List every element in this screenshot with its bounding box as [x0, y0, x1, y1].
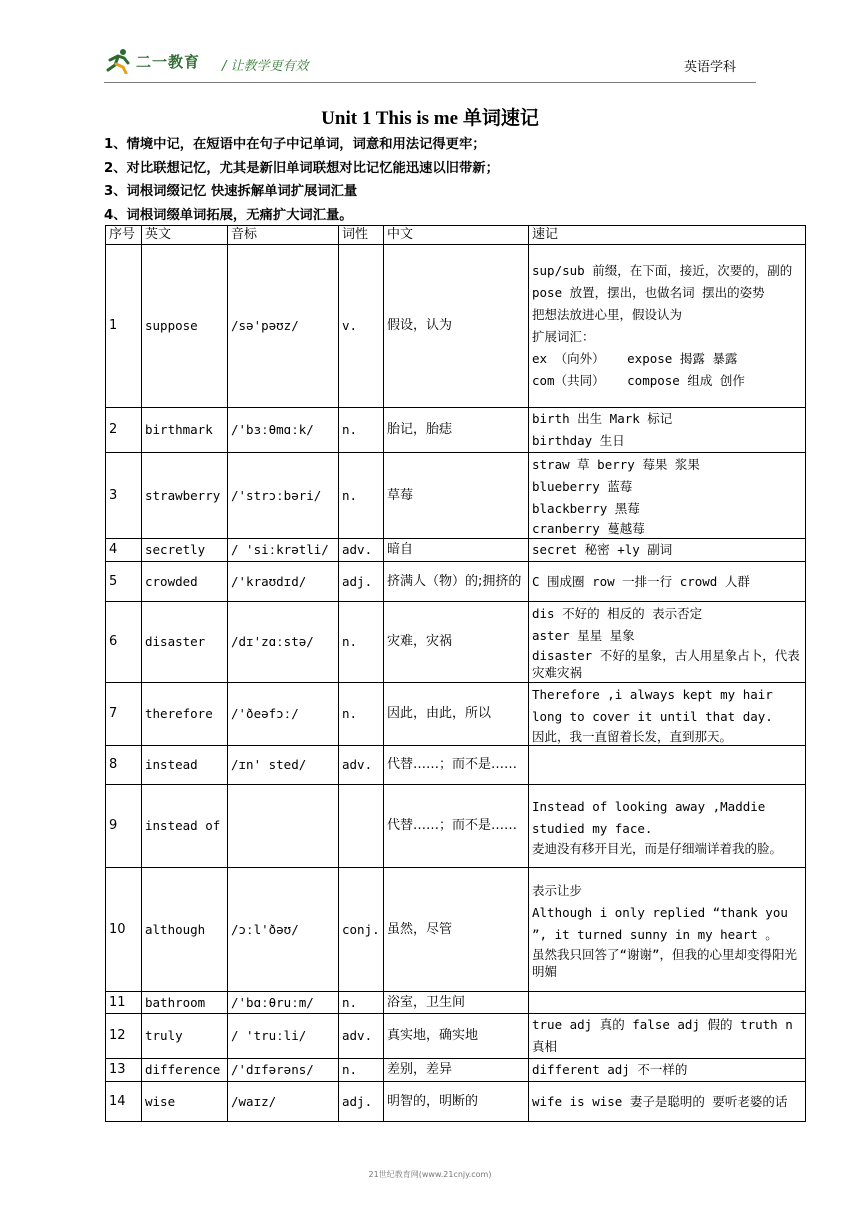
header-divider: [104, 82, 756, 83]
table-row: [106, 602, 806, 683]
row-word: although: [142, 868, 228, 992]
row-chinese: 代替……；而不是……: [384, 785, 529, 868]
page-header: [104, 48, 756, 82]
note-line: blackberry 黑莓: [532, 501, 640, 516]
row-notes: [529, 683, 806, 746]
row-chinese: 因此，由此，所以: [384, 683, 529, 746]
row-word: suppose: [142, 245, 228, 408]
row-ipa: /dɪ'zɑːstə/: [228, 602, 339, 683]
row-word: instead of: [142, 785, 228, 868]
row-pos: n.: [339, 683, 384, 746]
row-pos: n.: [339, 602, 384, 683]
row-word: secretly: [142, 539, 228, 562]
footer: 21世纪教育网(www.21cnjy.com): [368, 1170, 492, 1179]
row-pos: [339, 785, 384, 868]
note-line: com（共同） compose 组成 创作: [532, 373, 745, 388]
row-pos: conj.: [339, 868, 384, 992]
table-row: [106, 1014, 806, 1059]
table-row: [106, 453, 806, 539]
row-ipa: /'ðeəfɔː/: [228, 683, 339, 746]
note-line: Therefore ,i always kept my hair long to cover it until that day.: [532, 686, 781, 724]
row-word: disaster: [142, 602, 228, 683]
note-line: pose 放置，摆出，也做名词 摆出的姿势: [532, 285, 765, 300]
row-number: 3: [106, 453, 142, 539]
row-chinese: 胎记，胎痣: [384, 408, 529, 453]
table-row: [106, 868, 806, 992]
note-line: Instead of looking away ,Maddie studied my face.: [532, 798, 773, 836]
row-pos: adj.: [339, 1082, 384, 1122]
row-number: 7: [106, 683, 142, 746]
row-chinese: 假设，认为: [384, 245, 529, 408]
row-number: 13: [106, 1059, 142, 1082]
row-pos: n.: [339, 992, 384, 1014]
row-chinese: 灾难，灾祸: [384, 602, 529, 683]
row-word: wise: [142, 1082, 228, 1122]
row-ipa: /ɪn' sted/: [228, 746, 339, 785]
note-line: Although i only replied “thank you ”, it turned sunny in my heart 。: [532, 904, 796, 942]
note-line: birthday 生日: [532, 433, 625, 448]
row-pos: n.: [339, 453, 384, 539]
row-ipa: [228, 785, 339, 868]
row-number: 14: [106, 1082, 142, 1122]
row-word: strawberry: [142, 453, 228, 539]
runner-logo-icon: [104, 48, 134, 74]
row-notes: [529, 453, 806, 539]
header-pos: 词性: [339, 226, 384, 245]
row-ipa: /'dɪfərəns/: [228, 1059, 339, 1082]
table-row: [106, 785, 806, 868]
note-line: C 围成圈 row 一排一行 crowd 人群: [532, 573, 750, 589]
header-ipa: 音标: [228, 226, 339, 245]
note-line: aster 星星 星象: [532, 628, 635, 643]
note-line: 麦迪没有移开目光，而是仔细端详着我的脸。: [532, 840, 783, 856]
row-number: 11: [106, 992, 142, 1014]
note-line: 表示让步: [532, 882, 583, 898]
table-header-row: [106, 226, 806, 245]
row-number: 10: [106, 868, 142, 992]
row-ipa: / 'truːli/: [228, 1014, 339, 1059]
row-notes: [529, 992, 806, 1014]
intro-list: [104, 133, 499, 227]
header-notes: 速记: [529, 226, 806, 245]
row-number: 4: [106, 539, 142, 562]
row-pos: n.: [339, 1059, 384, 1082]
row-pos: n.: [339, 408, 384, 453]
row-ipa: /waɪz/: [228, 1082, 339, 1122]
note-line: wife is wise 妻子是聪明的 要听老婆的话: [532, 1093, 788, 1109]
note-line: 把想法放进心里，假设认为: [532, 307, 683, 322]
row-notes: [529, 746, 806, 785]
note-line: different adj 不一样的: [532, 1062, 688, 1077]
note-line: disaster 不好的星象，古人用星象占卜，代表灾难灾祸: [532, 648, 800, 680]
row-number: 6: [106, 602, 142, 683]
slogan: / 让教学更有效: [222, 59, 309, 74]
intro-item: 4、词根词缀单词拓展，无痛扩大词汇量。: [104, 207, 353, 223]
note-line: secret 秘密 +ly 副词: [532, 542, 673, 557]
table-row: [106, 1059, 806, 1082]
logo-text: 二一教育: [136, 52, 201, 71]
note-line: 虽然我只回答了“谢谢”，但我的心里却变得阳光明媚: [532, 946, 798, 979]
table-row: [106, 245, 806, 408]
subject-label: 英语学科: [683, 60, 736, 75]
row-pos: adv.: [339, 1014, 384, 1059]
header-no: 序号: [106, 226, 142, 245]
row-chinese: 差别，差异: [384, 1059, 529, 1082]
table-row: [106, 408, 806, 453]
note-line: 因此，我一直留着长发，直到那天。: [532, 728, 733, 744]
row-number: 9: [106, 785, 142, 868]
row-chinese: 明智的，明断的: [384, 1082, 529, 1122]
table-body: [106, 245, 806, 1122]
row-pos: adj.: [339, 562, 384, 602]
row-number: 2: [106, 408, 142, 453]
row-word: bathroom: [142, 992, 228, 1014]
note-line: true adj 真的 false adj 假的 truth n 真相: [532, 1017, 801, 1054]
row-notes: [529, 1082, 806, 1122]
note-line: sup/sub 前缀，在下面，接近，次要的，副的: [532, 263, 793, 278]
row-chinese: 真实地，确实地: [384, 1014, 529, 1059]
row-pos: v.: [339, 245, 384, 408]
row-pos: adv.: [339, 746, 384, 785]
row-notes: [529, 785, 806, 868]
row-number: 5: [106, 562, 142, 602]
row-ipa: /'bɑːθruːm/: [228, 992, 339, 1014]
table-row: [106, 539, 806, 562]
header-word: 英文: [142, 226, 228, 245]
table-row: [106, 1082, 806, 1122]
row-ipa: /'strɔːbəri/: [228, 453, 339, 539]
row-pos: adv.: [339, 539, 384, 562]
row-notes: [529, 562, 806, 602]
page-title: Unit 1 This is me 单词速记: [321, 108, 539, 129]
intro-item: 1、情境中记，在短语中在句子中记单词，词意和用法记得更牢；: [104, 137, 486, 152]
table-row: [106, 562, 806, 602]
row-chinese: 草莓: [384, 453, 529, 539]
row-chinese: 挤满人（物）的;拥挤的: [384, 562, 529, 602]
row-ipa: / 'siːkrətli/: [228, 539, 339, 562]
note-line: blueberry 蓝莓: [532, 479, 633, 494]
row-notes: [529, 1059, 806, 1082]
row-ipa: /sə'pəʊz/: [228, 245, 339, 408]
row-notes: [529, 539, 806, 562]
row-number: 12: [106, 1014, 142, 1059]
note-line: ex （向外） expose 揭露 暴露: [532, 351, 738, 366]
row-notes: [529, 245, 806, 408]
row-chinese: 暗自: [384, 539, 529, 562]
row-number: 8: [106, 746, 142, 785]
header-cn: 中文: [384, 226, 529, 245]
table-row: [106, 683, 806, 746]
row-word: therefore: [142, 683, 228, 746]
row-notes: [529, 868, 806, 992]
row-word: crowded: [142, 562, 228, 602]
vocabulary-table: [105, 225, 806, 1122]
intro-item: 2、对比联想记忆，尤其是新旧单词联想对比记忆能迅速以旧带新；: [104, 160, 499, 176]
row-chinese: 虽然，尽管: [384, 868, 529, 992]
note-line: birth 出生 Mark 标记: [532, 411, 673, 426]
row-ipa: /'bɜːθmɑːk/: [228, 408, 339, 453]
row-word: truly: [142, 1014, 228, 1059]
row-notes: [529, 1014, 806, 1059]
row-notes: [529, 408, 806, 453]
row-word: difference: [142, 1059, 228, 1082]
row-word: birthmark: [142, 408, 228, 453]
row-chinese: 浴室，卫生间: [384, 992, 529, 1014]
row-chinese: 代替……；而不是……: [384, 746, 529, 785]
table-row: [106, 746, 806, 785]
row-word: instead: [142, 746, 228, 785]
note-line: cranberry 蔓越莓: [532, 521, 645, 536]
table-row: [106, 992, 806, 1014]
intro-item: 3、词根词缀记忆 快速拆解单词扩展词汇量: [104, 184, 358, 200]
row-number: 1: [106, 245, 142, 408]
note-line: straw 草 berry 莓果 浆果: [532, 457, 700, 472]
logo: [104, 48, 200, 74]
note-line: dis 不好的 相反的 表示否定: [532, 606, 703, 621]
note-line: 扩展词汇：: [532, 329, 595, 344]
row-notes: [529, 602, 806, 683]
row-ipa: /'kraʊdɪd/: [228, 562, 339, 602]
row-ipa: /ɔːl'ðəʊ/: [228, 868, 339, 992]
